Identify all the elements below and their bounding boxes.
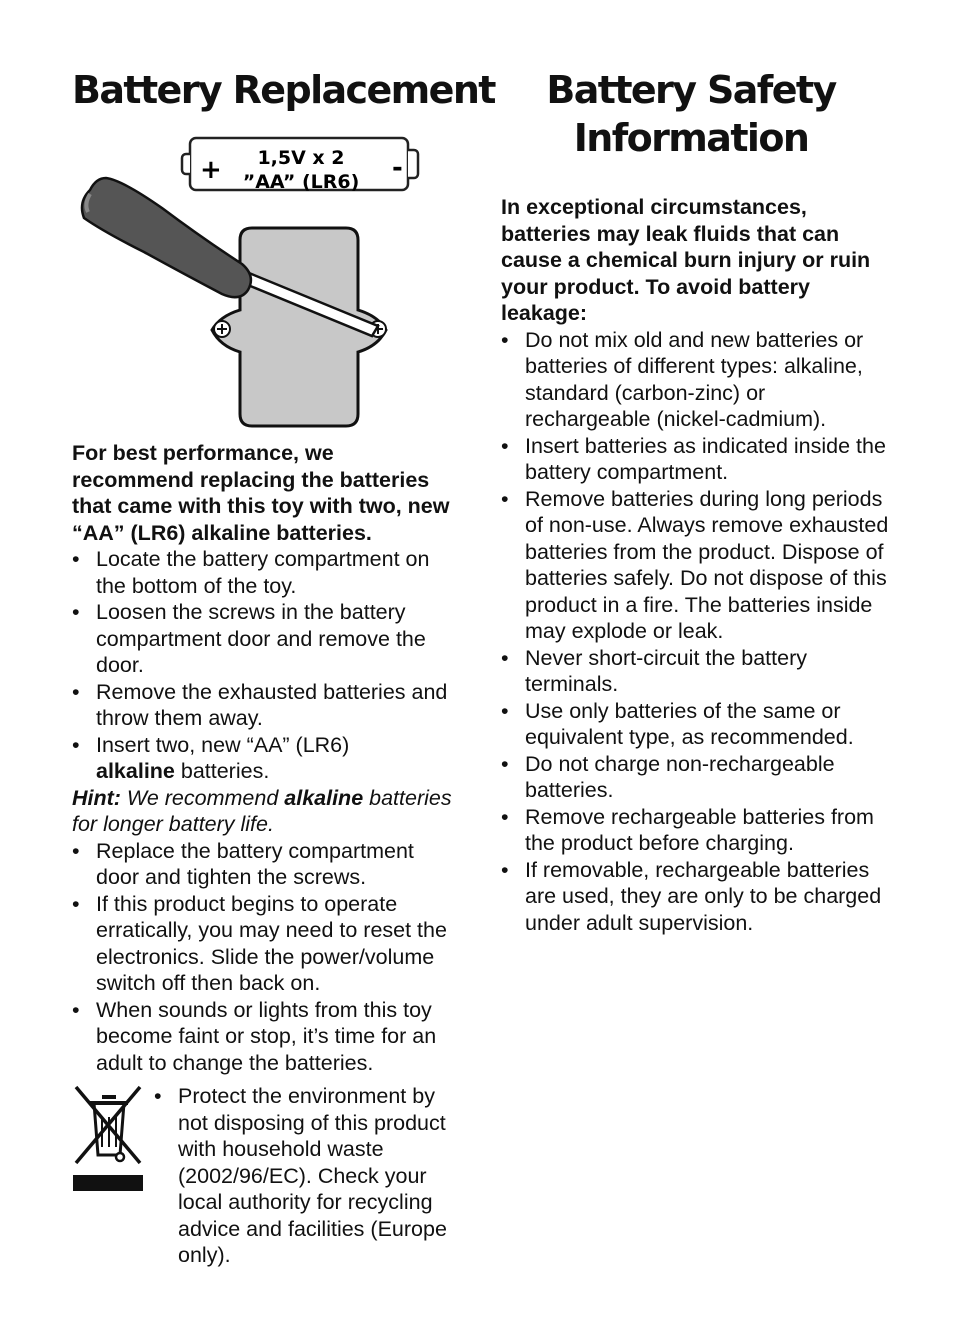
battery-minus-label: -	[392, 153, 403, 183]
insert-text-end: batteries.	[174, 759, 270, 783]
safety-list	[501, 327, 893, 937]
hint-text	[72, 785, 457, 838]
list-item: • Do not mix old and new batteries or batteries of different types: alkaline, standard (carbon-zinc) or rechargeable (nickel-cadmium).	[501, 327, 893, 433]
screwdriver-battery-door-icon	[72, 130, 432, 430]
list-item: • Remove the exhausted batteries and throw them away.	[72, 679, 457, 732]
environment-text	[154, 1083, 454, 1269]
list-item: • Loosen the screws in the battery compartment door and remove the door.	[72, 599, 457, 679]
list-item: • Locate the battery compartment on the bottom of the toy.	[72, 546, 457, 599]
battery-illustration	[72, 130, 432, 435]
battery-safety-title: Battery Safety Information	[546, 68, 836, 160]
hint-pre: We recommend	[120, 785, 285, 810]
battery-voltage-label: 1,5V x 2	[257, 147, 345, 169]
list-item: • Remove rechargeable batteries from the product before charging.	[501, 804, 893, 857]
list-item: • Use only batteries of the same or equivalent type, as recommended.	[501, 698, 893, 751]
battery-plus-label: +	[200, 155, 222, 185]
replacement-steps-b	[72, 838, 457, 1077]
crossed-out-wheelie-bin-icon	[72, 1083, 144, 1195]
list-item: • Protect the environment by not disposing of this product with household waste (2002/96/EC). Check your local authority for recycling advice and facilities (Europe only).	[154, 1083, 454, 1269]
insert-text: Insert two, new “AA” (LR6)	[96, 732, 350, 757]
list-item-insert	[72, 732, 457, 785]
list-item: • Insert batteries as indicated inside the battery compartment.	[501, 433, 893, 486]
list-item: • Replace the battery compartment door and tighten the screws.	[72, 838, 457, 891]
list-item: • When sounds or lights from this toy become faint or stop, it’s time for an adult to change the batteries.	[72, 997, 457, 1077]
list-item: • Never short-circuit the battery terminals.	[501, 645, 893, 698]
list-item: • If this product begins to operate erratically, you may need to reset the electronics. Slide the power/volume switch off then back on.	[72, 891, 457, 997]
list-item: • If removable, rechargeable batteries are used, they are only to be charged under adult supervision.	[501, 857, 893, 937]
environment-list	[154, 1083, 454, 1269]
battery-replacement-title: Battery Replacement	[72, 68, 495, 112]
safety-intro: In exceptional circumstances, batteries may leak fluids that can cause a chemical burn injury or ruin your product. To avoid battery leakage:	[501, 195, 871, 325]
list-item: • Remove batteries during long periods of non-use. Always remove exhausted batteries from the product. Dispose of batteries safely. Do not dispose of this product in a fire. The batteries inside may explode or leak.	[501, 486, 893, 645]
hint-bold: alkaline	[284, 785, 364, 810]
replacement-intro: For best performance, we recommend replacing the batteries that came with this toy with two, new “AA” (LR6) alkaline batteries.	[72, 441, 450, 545]
hint-label: Hint:	[72, 785, 121, 810]
replacement-instructions	[72, 440, 457, 1076]
battery-type-label: ”AA” (LR6)	[242, 171, 360, 193]
insert-bold: alkaline	[96, 759, 175, 783]
replacement-steps-a	[72, 546, 457, 785]
safety-information	[501, 194, 893, 936]
list-item: • Do not charge non-rechargeable batteries.	[501, 751, 893, 804]
hint-post: batteries for longer battery life.	[72, 785, 452, 836]
